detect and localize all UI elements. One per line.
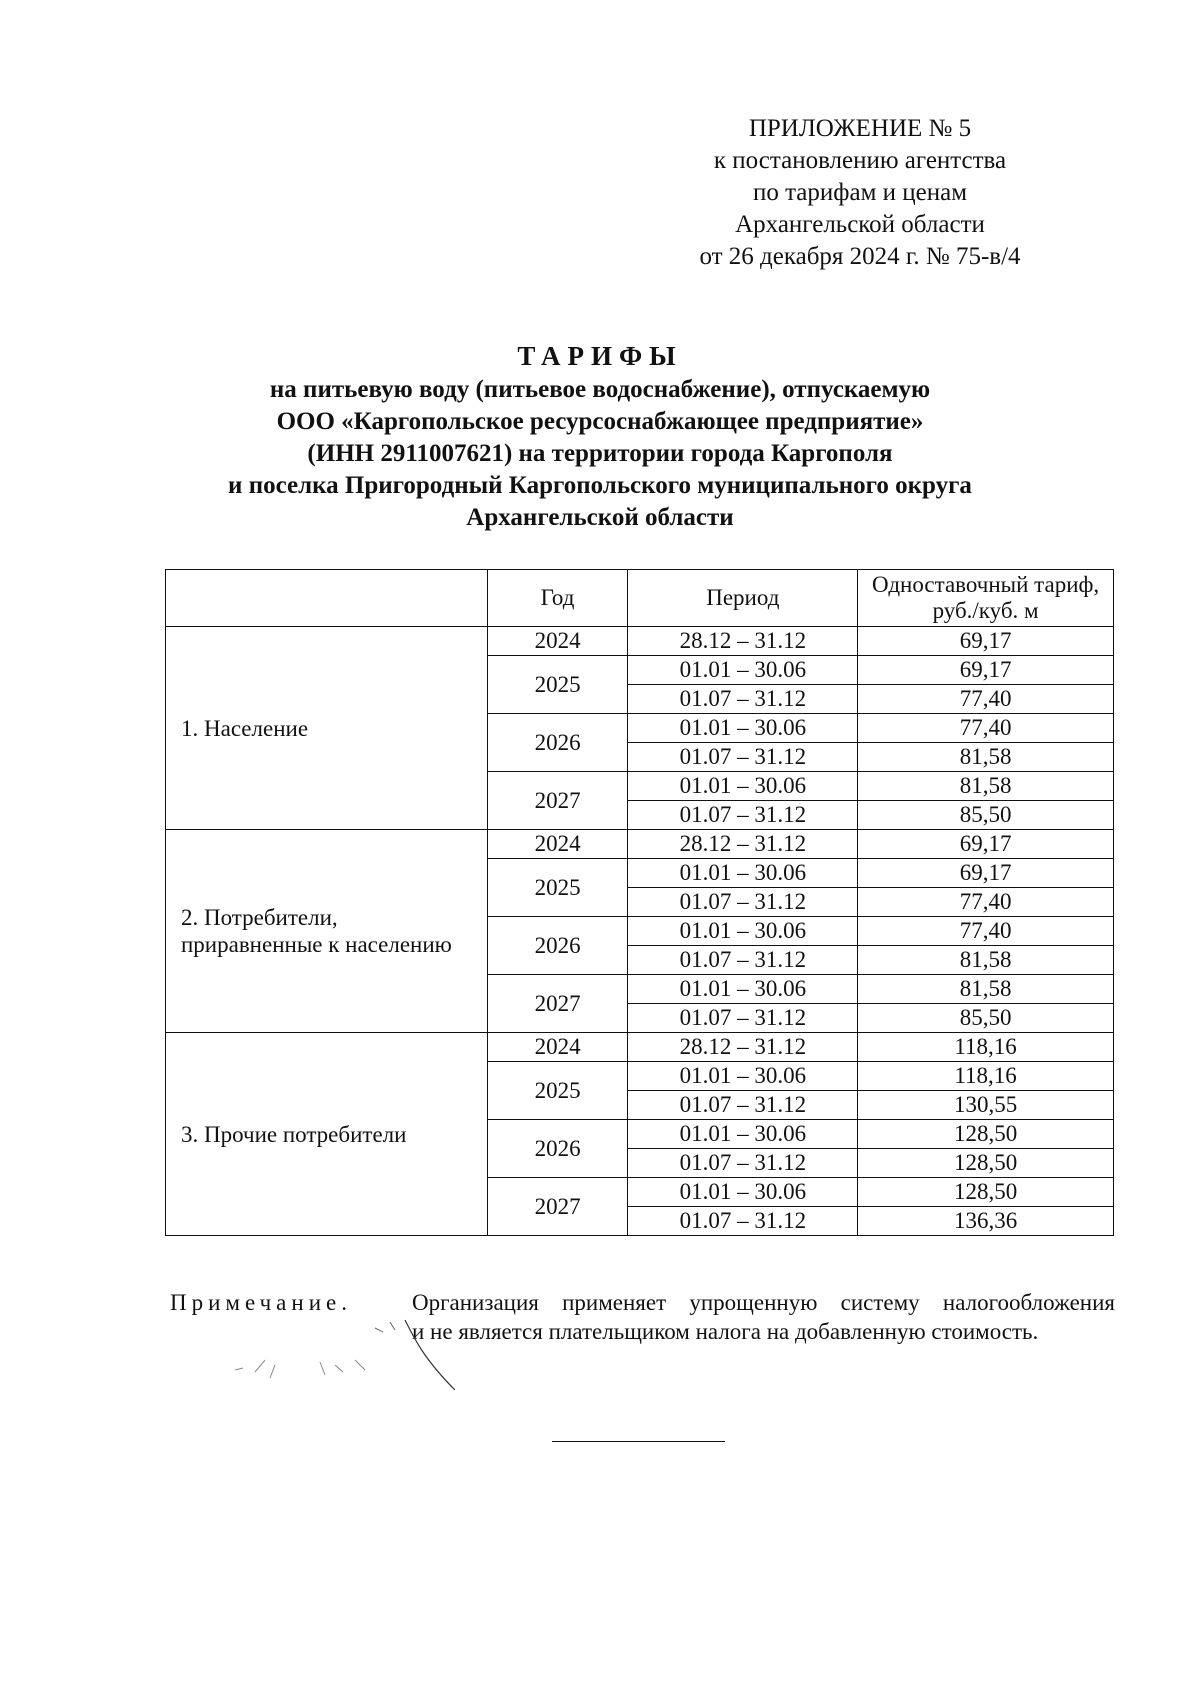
header-consumer: [166, 570, 488, 627]
period-cell: 01.07 – 31.12: [628, 743, 858, 772]
tariff-cell: 69,17: [858, 859, 1114, 888]
period-cell: 01.01 – 30.06: [628, 772, 858, 801]
year-cell: 2026: [487, 714, 628, 772]
year-cell: 2027: [487, 975, 628, 1033]
tariff-cell: 128,50: [858, 1178, 1114, 1207]
note-text: [412, 1288, 1115, 1346]
header-tariff: [858, 570, 1114, 627]
period-cell: 01.01 – 30.06: [628, 714, 858, 743]
period-cell: 01.01 – 30.06: [628, 656, 858, 685]
consumer-category-cell: [166, 1033, 488, 1236]
period-cell: 01.07 – 31.12: [628, 801, 858, 830]
consumer-category-line-1: 1. Население: [181, 715, 309, 741]
year-cell: 2027: [487, 1178, 628, 1236]
table-row: [166, 830, 1114, 859]
end-divider: [552, 1441, 725, 1442]
tariff-cell: 77,40: [858, 888, 1114, 917]
table-row: [166, 627, 1114, 656]
appendix-region: Архангельской области: [735, 211, 985, 238]
period-cell: 01.01 – 30.06: [628, 1178, 858, 1207]
appendix-date: от 26 декабря 2024 г. № 75-в/4: [699, 243, 1021, 270]
year-cell: 2025: [487, 656, 628, 714]
period-cell: 01.01 – 30.06: [628, 917, 858, 946]
tariff-cell: 81,58: [858, 975, 1114, 1004]
header-period: Период: [628, 570, 858, 627]
tariff-cell: 69,17: [858, 627, 1114, 656]
document-title: [130, 340, 1070, 534]
tariff-cell: 128,50: [858, 1149, 1114, 1178]
period-cell: 01.07 – 31.12: [628, 946, 858, 975]
title-line-5: Архангельской области: [466, 504, 734, 531]
consumer-category-line-2: приравненные к населению: [181, 932, 452, 957]
year-cell: 2026: [487, 917, 628, 975]
period-cell: 01.01 – 30.06: [628, 1062, 858, 1091]
header-tariff-line-2: руб./куб. м: [932, 598, 1039, 623]
tariff-cell: 130,55: [858, 1091, 1114, 1120]
consumer-category-line-1: 3. Прочие потребители: [181, 1121, 407, 1147]
year-cell: 2025: [487, 1062, 628, 1120]
tariff-cell: 128,50: [858, 1120, 1114, 1149]
period-cell: 01.07 – 31.12: [628, 1149, 858, 1178]
tariff-table: [165, 569, 1114, 1236]
tariff-cell: 81,58: [858, 772, 1114, 801]
year-cell: 2025: [487, 859, 628, 917]
year-cell: 2026: [487, 1120, 628, 1178]
year-cell: 2024: [487, 1033, 628, 1062]
tariff-cell: 85,50: [858, 801, 1114, 830]
period-cell: 28.12 – 31.12: [628, 1033, 858, 1062]
year-cell: 2027: [487, 772, 628, 830]
tariff-cell: 118,16: [858, 1062, 1114, 1091]
consumer-category-cell: [166, 627, 488, 830]
tariff-cell: 81,58: [858, 946, 1114, 975]
appendix-header: [660, 113, 1060, 273]
tariff-cell: 69,17: [858, 656, 1114, 685]
tariff-cell: 77,40: [858, 714, 1114, 743]
consumer-category-line-1: 2. Потребители,: [181, 905, 338, 930]
year-cell: 2024: [487, 830, 628, 859]
signature-scribble: [225, 1310, 455, 1410]
table-row: [166, 1033, 1114, 1062]
tariff-cell: 77,40: [858, 685, 1114, 714]
period-cell: 28.12 – 31.12: [628, 627, 858, 656]
title-line-3: (ИНН 2911007621) на территории города Каргополя: [307, 440, 893, 467]
appendix-reference: к постановлению агентства: [713, 147, 1007, 174]
tariff-cell: 69,17: [858, 830, 1114, 859]
period-cell: 28.12 – 31.12: [628, 830, 858, 859]
period-cell: 01.07 – 31.12: [628, 1004, 858, 1033]
title-line-1: на питьевую воду (питьевое водоснабжение), отпускаемую: [269, 376, 931, 403]
appendix-agency: по тарифам и ценам: [752, 179, 968, 206]
header-year: Год: [487, 570, 628, 627]
tariff-cell: 118,16: [858, 1033, 1114, 1062]
header-tariff-line-1: Одноставочный тариф,: [872, 572, 1100, 597]
period-cell: 01.01 – 30.06: [628, 859, 858, 888]
note-line-1: Организация применяет упрощенную систему налогообложения: [412, 1290, 1115, 1315]
title-line-4: и поселка Пригородный Каргопольского муниципального округа: [228, 472, 972, 499]
period-cell: 01.07 – 31.12: [628, 1091, 858, 1120]
tariff-cell: 136,36: [858, 1207, 1114, 1236]
tariff-cell: 81,58: [858, 743, 1114, 772]
note-line-2: и не является плательщиком налога на добавленную стоимость.: [412, 1319, 1039, 1344]
note-label: Примечание.: [170, 1290, 352, 1315]
table-header-row: [166, 570, 1114, 627]
title-line-2: ООО «Каргопольское ресурсоснабжающее предприятие»: [276, 408, 924, 435]
period-cell: 01.07 – 31.12: [628, 1207, 858, 1236]
tariff-cell: 77,40: [858, 917, 1114, 946]
consumer-category-cell: [166, 830, 488, 1033]
title-heading: ТАРИФЫ: [517, 341, 683, 371]
appendix-number: ПРИЛОЖЕНИЕ № 5: [748, 115, 972, 142]
period-cell: 01.07 – 31.12: [628, 888, 858, 917]
year-cell: 2024: [487, 627, 628, 656]
period-cell: 01.01 – 30.06: [628, 975, 858, 1004]
tariff-cell: 85,50: [858, 1004, 1114, 1033]
tariff-table-body: [166, 627, 1114, 1236]
period-cell: 01.07 – 31.12: [628, 685, 858, 714]
period-cell: 01.01 – 30.06: [628, 1120, 858, 1149]
